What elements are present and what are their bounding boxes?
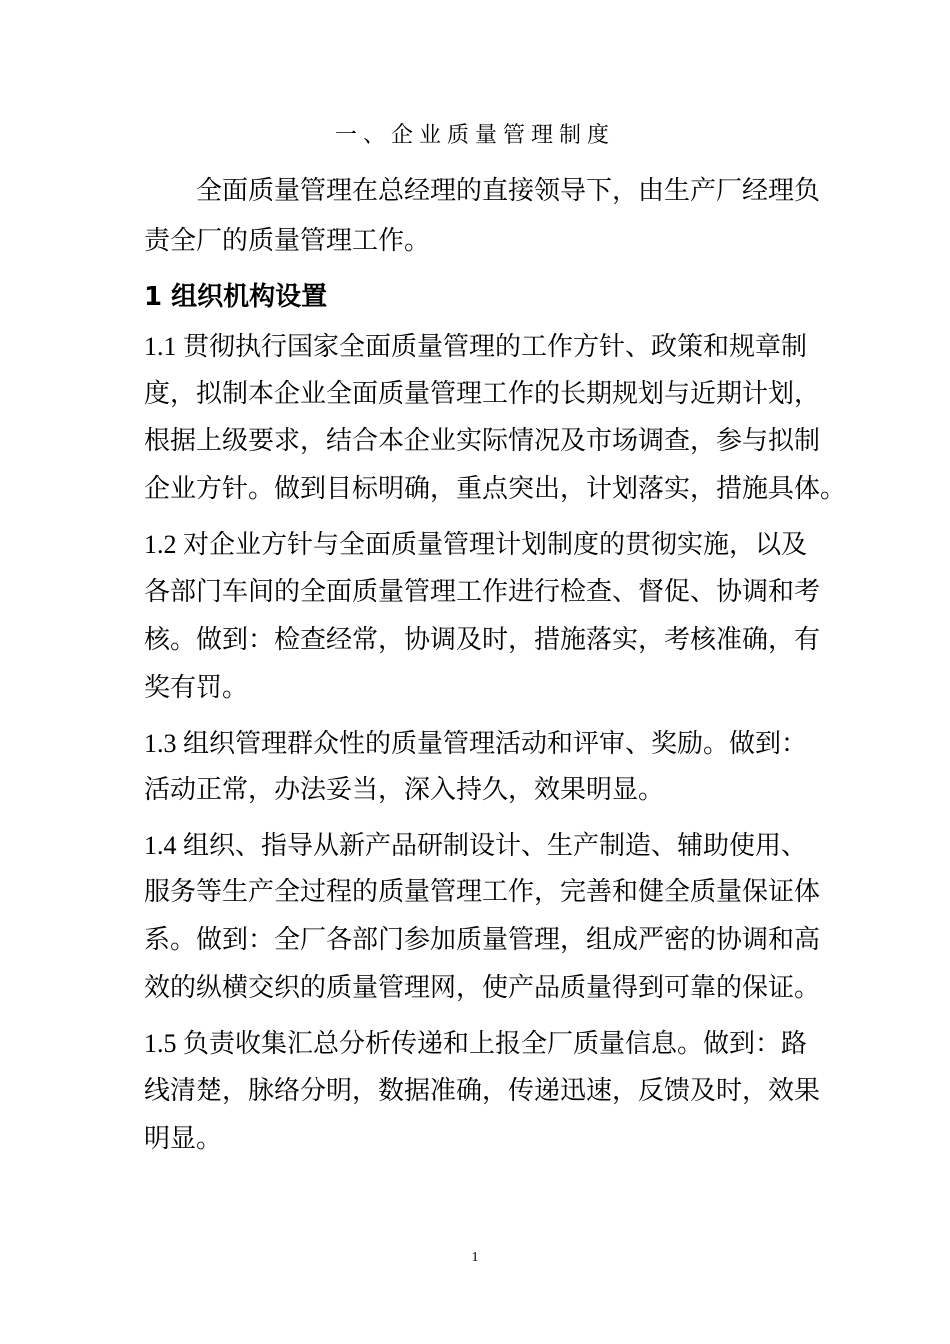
item-number: 1.1 [144, 332, 183, 361]
item-1-4-line-1: 1.4 组织、指导从新产品研制设计、生产制造、辅助使用、 [144, 831, 808, 861]
page-title: 一、企业质量管理制度 [334, 123, 615, 148]
item-1-5-line-2: 线清楚，脉络分明，数据准确，传递迅速，反馈及时，效果 [144, 1076, 821, 1106]
item-1-2-line-4: 奖有罚。 [144, 673, 249, 703]
intro-line-2: 责全厂的质量管理工作。 [144, 226, 431, 256]
item-1-4-line-2: 服务等生产全过程的质量管理工作，完善和健全质量保证体 [144, 877, 821, 907]
item-1-2-line-2: 各部门车间的全面质量管理工作进行检查、督促、协调和考 [144, 577, 821, 607]
page-number: 1 [471, 1250, 479, 1265]
item-1-2-line-3: 核。做到：检查经常，协调及时，措施落实，考核准确，有 [144, 625, 821, 655]
item-1-3-line-1: 1.3 组织管理群众性的质量管理活动和评审、奖励。做到： [144, 729, 808, 759]
item-number: 1.3 [144, 729, 183, 758]
item-1-2-line-1: 1.2 对企业方针与全面质量管理计划制度的贯彻实施，以及 [144, 530, 808, 560]
item-1-4-line-4: 效的纵横交织的质量管理网，使产品质量得到可靠的保证。 [144, 973, 821, 1003]
item-1-5-line-3: 明显。 [144, 1124, 223, 1154]
item-1-1-line-4: 企业方针。做到目标明确，重点突出，计划落实，措施具体。 [144, 474, 847, 504]
item-1-4-line-3: 系。做到：全厂各部门参加质量管理，组成严密的协调和高 [144, 925, 821, 955]
item-number: 1.2 [144, 530, 183, 559]
intro-line-1: 全面质量管理在总经理的直接领导下，由生产厂经理负 [196, 176, 821, 206]
item-1-5-line-1: 1.5 负责收集汇总分析传递和上报全厂质量信息。做到：路 [144, 1029, 808, 1059]
item-1-3-line-2: 活动正常，办法妥当，深入持久，效果明显。 [144, 775, 665, 805]
item-1-1-line-3: 根据上级要求，结合本企业实际情况及市场调查，参与拟制 [144, 426, 821, 456]
item-number: 1.5 [144, 1029, 183, 1058]
item-1-1-line-1: 1.1 贯彻执行国家全面质量管理的工作方针、政策和规章制 [144, 332, 808, 362]
section-heading: 1 组织机构设置 [144, 282, 328, 312]
item-1-1-line-2: 度，拟制本企业全面质量管理工作的长期规划与近期计划， [144, 379, 821, 409]
item-number: 1.4 [144, 831, 183, 860]
